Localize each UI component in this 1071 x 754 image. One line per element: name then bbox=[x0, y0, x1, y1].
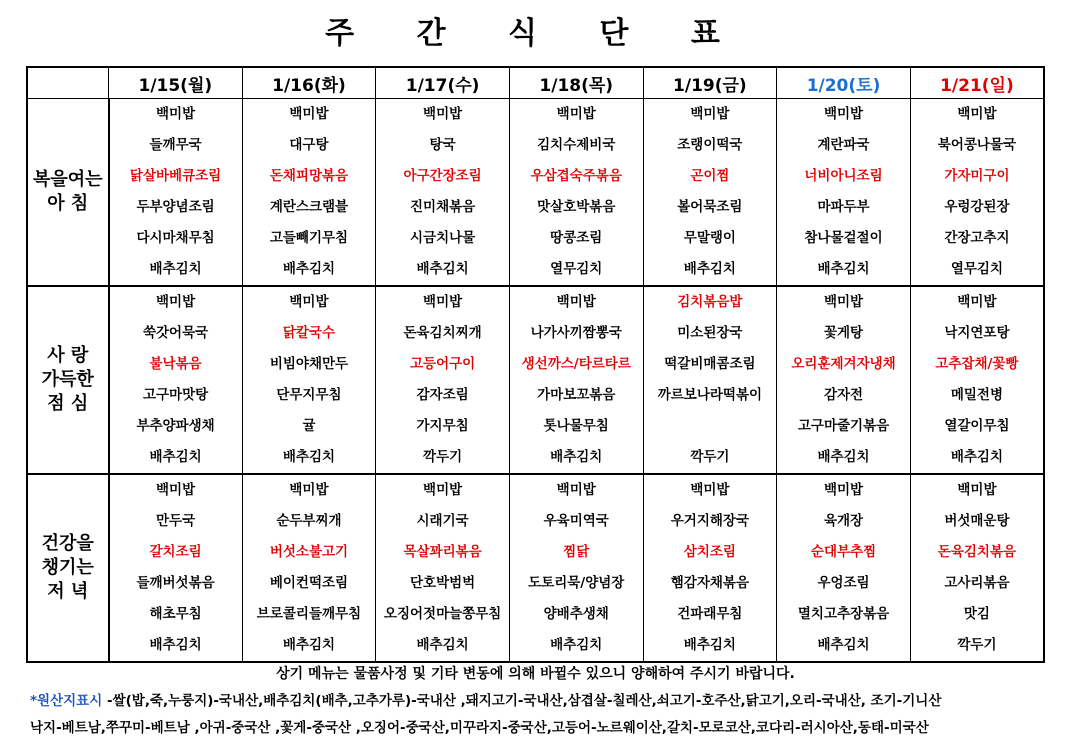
day-menu-cell bbox=[643, 286, 777, 474]
dish-item: 백미밥 bbox=[289, 106, 329, 122]
dish-item: 마파두부 bbox=[817, 199, 870, 215]
dish-item: 배추김치 bbox=[683, 261, 736, 277]
origin-line-1 bbox=[30, 689, 1060, 709]
notice-text: 상기 메뉴는 물품사정 및 기타 변동에 의해 바뀔수 있으니 양해하여 주시기 바랍니다. bbox=[276, 666, 795, 682]
dish-item: 떡갈비매콤조림 bbox=[664, 356, 756, 372]
dish-item: 우삼겹숙주볶음 bbox=[530, 168, 622, 184]
meal-label-line: 챙기는 bbox=[41, 557, 94, 578]
dish-item: 도토리묵/양념장 bbox=[528, 575, 625, 591]
dish-item: 백미밥 bbox=[823, 106, 864, 122]
origin-text-1: -쌀(밥,죽,누룽지)-국내산,배추김치(배추,고추가루)-국내산 ,돼지고기-국내산,삼겹살-칠레산,쇠고기-호주산,닭고기,오리-국내산, 조기-기니산 bbox=[102, 693, 942, 709]
dish-item: 백미밥 bbox=[556, 106, 596, 122]
dish-item: 찜닭 bbox=[563, 544, 590, 560]
dish-item: 탕국 bbox=[429, 137, 456, 153]
dish-item: 배추김치 bbox=[550, 449, 603, 465]
day-menu-cell bbox=[376, 474, 510, 662]
header-corner bbox=[27, 67, 109, 99]
origin-label: *원산지표시 bbox=[30, 693, 103, 709]
dish-item: 백미밥 bbox=[423, 482, 463, 498]
dish-item: 열갈이무침 bbox=[944, 418, 1010, 434]
dish-item: 갈치조림 bbox=[149, 544, 202, 560]
day-header: 1/15(월) bbox=[109, 67, 243, 99]
dish-item: 닭칼국수 bbox=[282, 325, 336, 341]
dish-item: 깍두기 bbox=[690, 449, 730, 465]
dish-item: 해초무침 bbox=[149, 606, 202, 622]
dish-item: 양배추생채 bbox=[543, 606, 609, 622]
dish-item: 열무김치 bbox=[550, 261, 603, 277]
dish-item: 감자조림 bbox=[416, 387, 469, 403]
dish-item: 너비아니조림 bbox=[804, 168, 883, 184]
dish-item: 백미밥 bbox=[690, 106, 730, 122]
dish-item: 배추김치 bbox=[683, 637, 736, 653]
dish-item: 배추김치 bbox=[550, 637, 603, 653]
dish-item: 백미밥 bbox=[423, 106, 463, 122]
dish-item: 닭살바베큐조림 bbox=[129, 168, 222, 184]
dish-item: 멸치고추장볶음 bbox=[797, 606, 890, 622]
dish-item: 톳나물무침 bbox=[543, 418, 609, 434]
dish-item: 돈육김치찌개 bbox=[403, 325, 482, 341]
dish-item: 삼치조림 bbox=[683, 544, 736, 560]
dish-item: 돈채피망볶음 bbox=[269, 168, 349, 184]
dish-item: 나가사끼짬뽕국 bbox=[530, 325, 622, 341]
meal-label-line: 건강을 bbox=[41, 533, 94, 554]
dish-item: 들깨무국 bbox=[149, 137, 202, 153]
dish-item: 계란스크램블 bbox=[269, 199, 349, 215]
day-menu-cell bbox=[376, 99, 510, 287]
dish-item: 배추김치 bbox=[817, 261, 870, 277]
dish-item: 가자미구이 bbox=[944, 168, 1010, 184]
dish-item: 열무김치 bbox=[950, 261, 1003, 277]
dish-item: 순대부추찜 bbox=[810, 544, 877, 560]
dish-item: 우거지해장국 bbox=[670, 513, 749, 529]
dish-item: 백미밥 bbox=[556, 294, 596, 310]
dish-item: 단무지무침 bbox=[276, 387, 342, 403]
dish-item: 귤 bbox=[302, 418, 316, 434]
dish-item: 곤이찜 bbox=[690, 168, 730, 184]
dish-item: 백미밥 bbox=[823, 482, 864, 498]
day-menu-cell bbox=[509, 99, 643, 287]
dish-item: 볼어묵조림 bbox=[677, 199, 743, 215]
dish-item: 맛김 bbox=[963, 606, 990, 622]
dish-item: 우엉조림 bbox=[817, 575, 870, 591]
dish-item: 계란파국 bbox=[817, 137, 870, 153]
dish-item: 진미채볶음 bbox=[409, 199, 476, 215]
dish-item: 참나물겉절이 bbox=[804, 230, 883, 246]
day-header: 1/17(수) bbox=[376, 67, 510, 99]
meal-label-line: 저 녁 bbox=[47, 581, 89, 602]
dish-item: 배추김치 bbox=[416, 637, 469, 653]
day-header: 1/16(화) bbox=[242, 67, 376, 99]
dish-item: 버섯매운탕 bbox=[944, 513, 1010, 529]
day-header: 1/21(일) bbox=[910, 67, 1044, 99]
day-menu-cell bbox=[242, 99, 376, 287]
dish-item: 김치수제비국 bbox=[537, 137, 616, 153]
dish-item: 땅콩조림 bbox=[550, 230, 603, 246]
dish-item: 고사리볶음 bbox=[944, 575, 1010, 591]
origin-text-2: 낙지-베트남,쭈꾸미-베트남 ,아귀-중국산 ,꽃게-중국산 ,오징어-중국산,미꾸라지-중국산,고등어-노르웨이산,갈치-모로코산,코다리-러시아산,동태-미국산 bbox=[30, 720, 929, 736]
dish-item: 단호박범벅 bbox=[409, 575, 476, 591]
dish-item: 백미밥 bbox=[156, 106, 196, 122]
day-menu-cell bbox=[910, 474, 1044, 662]
dish-item: 생선까스/타르타르 bbox=[521, 356, 631, 372]
dish-item: 육개장 bbox=[823, 513, 864, 529]
day-menu-cell bbox=[109, 99, 243, 287]
dish-item: 들깨버섯볶음 bbox=[136, 575, 215, 591]
dish-item: 배추김치 bbox=[149, 261, 202, 277]
dish-item: 두부양념조림 bbox=[136, 199, 215, 215]
dish-item: 배추김치 bbox=[282, 449, 336, 465]
dish-item: 배추김치 bbox=[817, 637, 870, 653]
dish-item: 건파래무침 bbox=[677, 606, 743, 622]
dish-item: 고들빼기무침 bbox=[269, 230, 349, 246]
dish-item: 꽃게탕 bbox=[823, 325, 864, 341]
dish-item: 순두부찌개 bbox=[276, 513, 342, 529]
dish-item: 브로콜리들깨무침 bbox=[256, 606, 362, 622]
meal-label-line: 복을여는 bbox=[32, 169, 103, 190]
dish-item: 백미밥 bbox=[957, 106, 997, 122]
dish-item: 부추양파생채 bbox=[136, 418, 215, 434]
day-menu-cell bbox=[910, 99, 1044, 287]
day-menu-cell bbox=[242, 474, 376, 662]
dish-item: 버섯소불고기 bbox=[269, 544, 349, 560]
dish-item: 백미밥 bbox=[823, 294, 864, 310]
day-menu-cell bbox=[109, 474, 243, 662]
dish-item: 조랭이떡국 bbox=[677, 137, 743, 153]
dish-item: 백미밥 bbox=[289, 482, 329, 498]
dish-item: 백미밥 bbox=[423, 294, 463, 310]
dish-item: 오징어젓마늘쫑무침 bbox=[383, 606, 502, 622]
dish-item: 고구마맛탕 bbox=[142, 387, 209, 403]
day-header: 1/19(금) bbox=[643, 67, 777, 99]
dish-item: 햄감자채볶음 bbox=[670, 575, 749, 591]
dish-item: 만두국 bbox=[156, 513, 196, 529]
dish-item: 시금치나물 bbox=[409, 230, 476, 246]
dish-item: 배추김치 bbox=[282, 261, 336, 277]
day-menu-cell bbox=[643, 474, 777, 662]
dish-item: 목살꽈리볶음 bbox=[403, 544, 482, 560]
day-menu-cell bbox=[910, 286, 1044, 474]
meal-label-line: 아 침 bbox=[47, 193, 89, 214]
dish-item: 베이컨떡조림 bbox=[269, 575, 349, 591]
dish-item: 백미밥 bbox=[289, 294, 329, 310]
day-header: 1/20(토) bbox=[777, 67, 911, 99]
dish-item: 메밀전병 bbox=[950, 387, 1003, 403]
meal-label-line: 점 심 bbox=[47, 393, 89, 414]
day-menu-cell bbox=[777, 286, 911, 474]
dish-item: 고등어구이 bbox=[409, 356, 476, 372]
dish-item: 시래기국 bbox=[416, 513, 469, 529]
meal-row bbox=[27, 99, 1044, 287]
dish-item: 배추김치 bbox=[950, 449, 1003, 465]
dish-item: 다시마채무침 bbox=[136, 230, 215, 246]
dish-item: 배추김치 bbox=[149, 637, 202, 653]
dish-item: 배추김치 bbox=[149, 449, 202, 465]
dish-item: 우렁강된장 bbox=[944, 199, 1010, 215]
page-title: 주 간 식 단 표 bbox=[325, 16, 746, 51]
origin-line-2 bbox=[30, 716, 1060, 736]
day-header: 1/18(목) bbox=[509, 67, 643, 99]
dish-item: 배추김치 bbox=[282, 637, 336, 653]
day-menu-cell bbox=[242, 286, 376, 474]
meal-label bbox=[27, 286, 109, 474]
dish-item: 가지무침 bbox=[416, 418, 469, 434]
dish-item: 배추김치 bbox=[416, 261, 469, 277]
dish-item: 깍두기 bbox=[423, 449, 463, 465]
dish-item: 미소된장국 bbox=[677, 325, 743, 341]
dish-item: 불낙볶음 bbox=[149, 356, 202, 372]
dish-item: 무말랭이 bbox=[683, 230, 736, 246]
meal-row bbox=[27, 474, 1044, 662]
meal-label bbox=[27, 474, 109, 662]
day-menu-cell bbox=[509, 474, 643, 662]
meal-row bbox=[27, 286, 1044, 474]
day-menu-cell bbox=[643, 99, 777, 287]
dish-item: 고구마줄기볶음 bbox=[797, 418, 890, 434]
dish-item: 깍두기 bbox=[957, 637, 997, 653]
dish-item: 배추김치 bbox=[817, 449, 870, 465]
dish-item: 백미밥 bbox=[156, 294, 196, 310]
meal-label bbox=[27, 99, 109, 287]
dish-item: 북어콩나물국 bbox=[937, 137, 1017, 153]
dish-item: 백미밥 bbox=[556, 482, 596, 498]
dish-item: 고추잡채/꽃빵 bbox=[935, 356, 1019, 372]
day-header-row bbox=[27, 67, 1044, 99]
meal-label-line: 가득한 bbox=[41, 369, 94, 390]
dish-item: 가마보꼬볶음 bbox=[537, 387, 616, 403]
day-menu-cell bbox=[777, 474, 911, 662]
weekly-menu-table bbox=[26, 66, 1045, 663]
meal-label-line: 사 랑 bbox=[47, 345, 89, 366]
dish-item: 백미밥 bbox=[957, 482, 997, 498]
dish-item: 대구탕 bbox=[289, 137, 329, 153]
dish-item: 백미밥 bbox=[957, 294, 997, 310]
dish-item: 쑥갓어묵국 bbox=[142, 325, 209, 341]
dish-item: 비빔야채만두 bbox=[269, 356, 349, 372]
dish-item: 오리훈제겨자냉채 bbox=[791, 356, 896, 372]
dish-item: 맛살호박볶음 bbox=[537, 199, 616, 215]
dish-item: 백미밥 bbox=[156, 482, 196, 498]
dish-item: 간장고추지 bbox=[944, 230, 1010, 246]
day-menu-cell bbox=[509, 286, 643, 474]
day-menu-cell bbox=[109, 286, 243, 474]
dish-item: 아구간장조림 bbox=[403, 168, 482, 184]
dish-item: 김치볶음밥 bbox=[677, 294, 743, 310]
day-menu-cell bbox=[777, 99, 911, 287]
dish-item bbox=[644, 411, 777, 442]
dish-item: 돈육김치볶음 bbox=[937, 544, 1017, 560]
dish-item: 우육미역국 bbox=[543, 513, 609, 529]
day-menu-cell bbox=[376, 286, 510, 474]
dish-item: 낙지연포탕 bbox=[944, 325, 1010, 341]
dish-item: 까르보나라떡볶이 bbox=[657, 387, 763, 403]
dish-item: 감자전 bbox=[823, 387, 864, 403]
dish-item: 백미밥 bbox=[690, 482, 730, 498]
